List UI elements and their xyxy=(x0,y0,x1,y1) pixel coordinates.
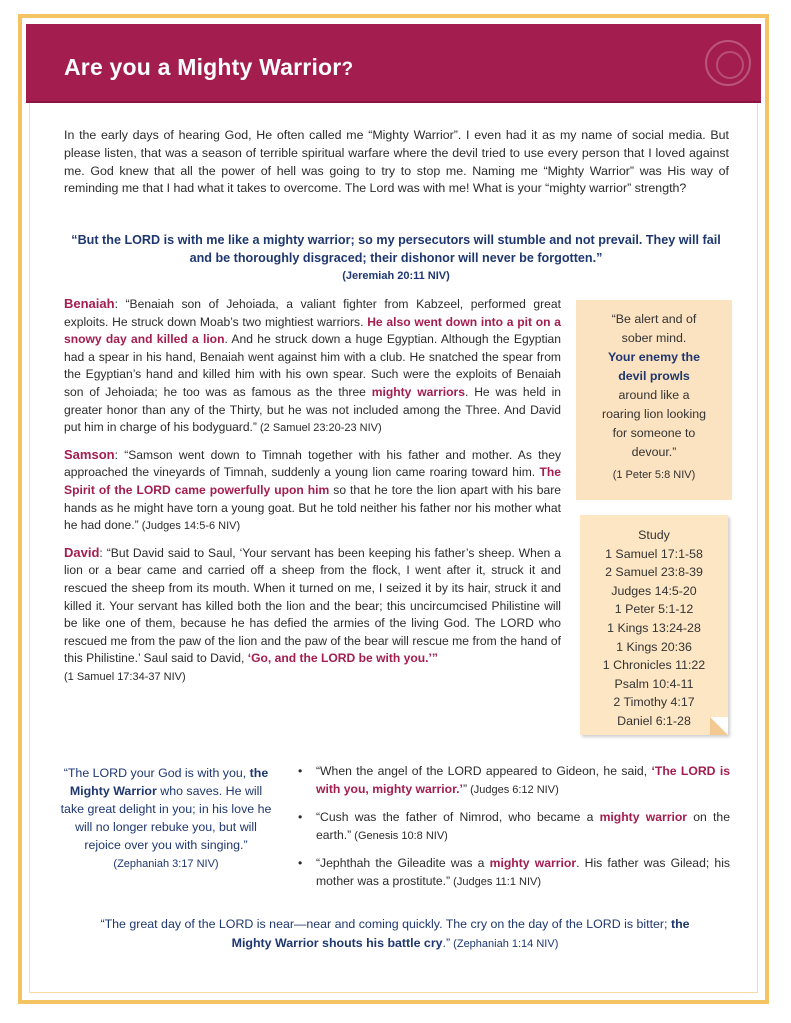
study-title: Study xyxy=(638,528,670,542)
study-note xyxy=(580,515,728,735)
david-paragraph: David: “But David said to Saul, ‘Your servant has been keeping his father’s sheep. When a lion or a bear came and carried off a sheep from the flock, I went after it, struck it and rescued the sheep from its mouth. When it turned on me, I seized it by its hair, struck it and killed it. Your servant has killed both the lion and the bear; this uncircumcised Philistine will be like one of them, because he has defied the armies of the living God. The LORD who rescued me from the paw of the lion and the paw of the bear will rescue me from the hand of this Philistine.’ Saul said to David, ‘Go, and the LORD be with you.’” (1 Samuel 17:34-37 NIV) xyxy=(64,544,561,683)
intro-paragraph: In the early days of hearing God, He often called me “Mighty Warrior”. I even had it as my name of social media. But please listen, that was a season of terrible spiritual warfare where the devil tried to use every person that I loved against me. God knew that all the power of hell was going to try to stop me. Naming me “Mighty Warrior” was His way of reminding me that I had what it takes to overcome. The Lord was with me! What is your “mighty warrior” strength? xyxy=(64,128,729,196)
study-item: 1 Chronicles 11:22 xyxy=(602,658,706,673)
study-item: Judges 14:5-20 xyxy=(611,583,697,598)
study-item: 1 Kings 13:24-28 xyxy=(607,620,701,635)
benaiah-paragraph: Benaiah: “Benaiah son of Jehoiada, a valiant fighter from Kabzeel, performed great exploits. He struck down Moab’s two mightiest warriors. He also went down into a pit on a snowy day and killed a lion. And he struck down a huge Egyptian. Although the Egyptian had a spear in his hand, Benaiah went against him with a club. He snatched the spear from the Egyptian’s hand and killed him with his own spear. Such were the exploits of Benaiah son of Jehoiada; he too was as famous as the three mighty warriors. He was held in greater honor than any of the Thirty, but he was not included among the Three. And David put him in charge of his bodyguard.” (2 Samuel 23:20-23 NIV) xyxy=(64,296,561,435)
sidebar-quote-note: “Be alert and of sober mind. Your enemy the devil prowls around like a roaring lion looking for someone to devour.” (1 Peter 5:8 NIV) xyxy=(576,300,732,500)
study-item: 1 Kings 20:36 xyxy=(616,639,692,654)
page-curl xyxy=(710,717,728,735)
key-verse-ref: (Jeremiah 20:11 NIV) xyxy=(342,270,450,282)
study-item: 2 Samuel 23:8-39 xyxy=(605,565,703,580)
study-item: 2 Timothy 4:17 xyxy=(613,695,695,710)
key-verse: “But the LORD is with me like a mighty warrior; so my persecutors will stumble and not prevail. They will fail and be thoroughly disgraced; their dishonor will never be forgotten.” (Jeremiah 20:11 NIV) xyxy=(60,231,732,285)
list-item: • “Jephthah the Gileadite was a mighty warrior. His father was Gilead; his mother was a prostitute.” (Judges 11:1 NIV) xyxy=(298,854,730,891)
samson-paragraph: Samson: “Samson went down to Timnah together with his father and mother. As they approached the vineyards of Timnah, suddenly a young lion came roaring toward him. The Spirit of the LORD came powerfully upon him so that he tore the lion apart with his bare hands as he might have torn a young goat. But he told neither his father nor his mother what he had done.” (Judges 14:5-6 NIV) xyxy=(64,446,561,533)
list-item: • “When the angel of the LORD appeared to Gideon, he said, ‘The LORD is with you, mighty warrior.’” (Judges 6:12 NIV) xyxy=(298,762,730,799)
main-column xyxy=(64,295,561,694)
verse-list xyxy=(298,762,730,900)
study-item: 1 Peter 5:1-12 xyxy=(614,602,694,617)
title-banner xyxy=(26,24,761,103)
closing-quote: “The great day of the LORD is near—near and coming quickly. The cry on the day of the LORD is bitter; the Mighty Warrior shouts his battle cry.” (Zephaniah 1:14 NIV) xyxy=(100,917,690,950)
study-item: Psalm 10:4-11 xyxy=(614,676,694,691)
zephaniah-quote: “The LORD your God is with you, the Mighty Warrior who saves. He will take great delight in you; in his love he will no longer rebuke you, but will rejoice over you with singing.” (Zephaniah 3:17 NIV) xyxy=(60,766,272,870)
list-item: • “Cush was the father of Nimrod, who became a mighty warrior on the earth.” (Genesis 10:8 NIV) xyxy=(298,808,730,845)
logo-icon xyxy=(705,40,751,86)
study-item: Daniel 6:1-28 xyxy=(617,713,691,728)
study-item: 1 Samuel 17:1-58 xyxy=(605,546,703,561)
page-title: Are you a Mighty Warrior? xyxy=(64,54,354,80)
